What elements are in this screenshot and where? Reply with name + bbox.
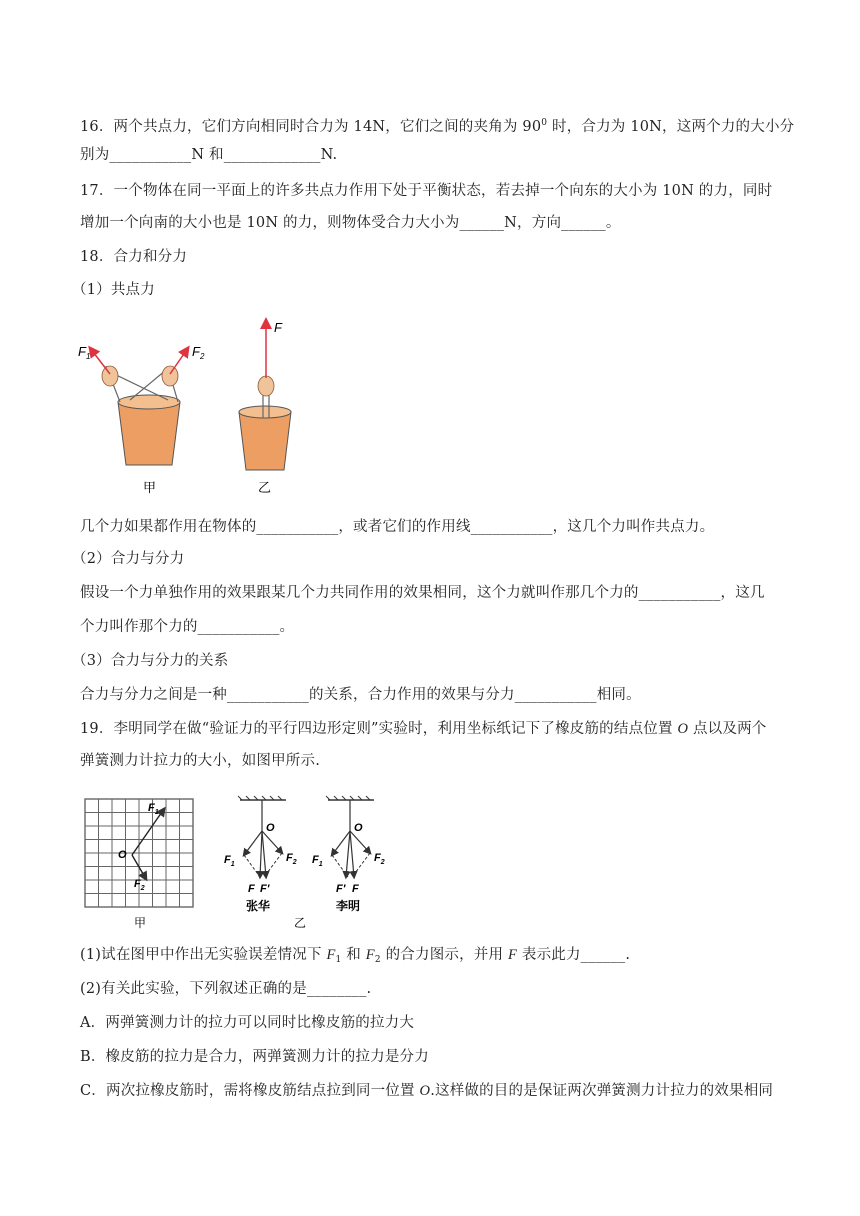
- q18-s3-text: 合力与分力之间是一种___________的关系，合力作用的效果与分力___________相同。: [80, 687, 641, 703]
- q19-part2: (2)有关此实验，下列叙述正确的是________.: [80, 981, 372, 997]
- svg-text:F: F: [248, 883, 255, 895]
- label-f1: $F_1$: [78, 344, 91, 361]
- bucket-yi: [239, 320, 291, 495]
- bucket-jia: [78, 344, 205, 495]
- q19-option-a: A．两弹簧测力计的拉力可以同时比橡皮筋的拉力大: [80, 1015, 415, 1031]
- hand-right: [162, 366, 178, 386]
- q18-s2-title: （2）合力与分力: [72, 551, 185, 567]
- grid-diagram-jia: [85, 799, 193, 907]
- grid-f1-arrow: [132, 809, 164, 855]
- q17-line1: 17．一个物体在同一平面上的许多共点力作用下处于平衡状态，若去掉一个向东的大小为 10N 的力，同时: [80, 183, 773, 199]
- q16-line1: 16．两个共点力，它们方向相同时合力为 14N，它们之间的夹角为 $90^0$ 时，合力为 10N，这两个力的大小分: [80, 118, 795, 135]
- grid-label-jia: 甲: [134, 916, 147, 930]
- force-f2-arrow: [170, 348, 188, 374]
- q17-line2: 增加一个向南的大小也是 10N 的力，则物体受合力大小为______N，方向______。: [80, 215, 621, 231]
- svg-text:F2: $F_2$: [374, 852, 385, 866]
- q18-s1-text: 几个力如果都作用在物体的___________，或者它们的作用线___________，这几个力叫作共点力。: [80, 519, 715, 535]
- q18-s2-line2: 个力叫作那个力的___________。: [80, 619, 295, 635]
- label-f2: $F_2$: [192, 344, 205, 361]
- svg-text:F1: $F_1$: [312, 854, 323, 868]
- q19-line1: 19．李明同学在做“验证力的平行四边形定则”实验时，利用坐标纸记下了橡皮筋的结点位置 O 点以及两个: [80, 721, 767, 737]
- svg-text:F2: $F_2$: [286, 852, 297, 866]
- grid-label-o: O: [118, 849, 127, 861]
- q19-option-c: C．两次拉橡皮筋时，需将橡皮筋结点拉到同一位置 O.这样做的目的是保证两次弹簧测力计拉力的效果相同: [80, 1083, 774, 1099]
- label-yi: 乙: [258, 480, 272, 495]
- svg-text:F: F: [352, 883, 359, 895]
- liming-diagram: [312, 796, 385, 913]
- q16-line2: 别为___________N 和_____________N.: [80, 147, 338, 163]
- svg-text:F1: $F_1$: [224, 854, 235, 868]
- svg-text:O: O: [354, 822, 363, 834]
- q18-s3-title: （3）合力与分力的关系: [72, 653, 229, 669]
- q18-title: 18．合力和分力: [80, 249, 188, 265]
- svg-text:O: O: [266, 822, 275, 834]
- label-jia: 甲: [143, 480, 157, 495]
- q18-s1-title: （1）共点力: [72, 282, 155, 298]
- q19-part1: (1)试在图甲中作出无实验误差情况下 $F_1$ 和 $F_2$ 的合力图示，并用 F 表示此力______.: [80, 947, 631, 965]
- zhanghua-diagram: [224, 796, 297, 913]
- svg-text:F′: F′: [336, 883, 346, 895]
- svg-text:李明: 李明: [336, 899, 361, 913]
- q19-option-b: B．橡皮筋的拉力是合力，两弹簧测力计的拉力是分力: [80, 1049, 429, 1065]
- grid-label-f1: $F_1$: [148, 802, 159, 816]
- hand-center: [258, 376, 274, 396]
- q19-line2: 弹簧测力计拉力的大小，如图甲所示.: [80, 753, 321, 769]
- svg-text:F′: F′: [260, 883, 270, 895]
- grid-label-f2: $F_2$: [134, 878, 145, 892]
- bucket-figure: [70, 310, 300, 500]
- q18-s2-line1: 假设一个力单独作用的效果跟某几个力共同作用的效果相同，这个力就叫作那几个力的___________，这几: [80, 585, 765, 601]
- hand-left: [102, 366, 118, 386]
- spring-scale-figure: [84, 795, 404, 935]
- label-yi-19: 乙: [294, 916, 307, 930]
- svg-text:张华: 张华: [246, 899, 271, 913]
- force-f1-arrow: [90, 348, 110, 374]
- label-f: F: [274, 320, 282, 335]
